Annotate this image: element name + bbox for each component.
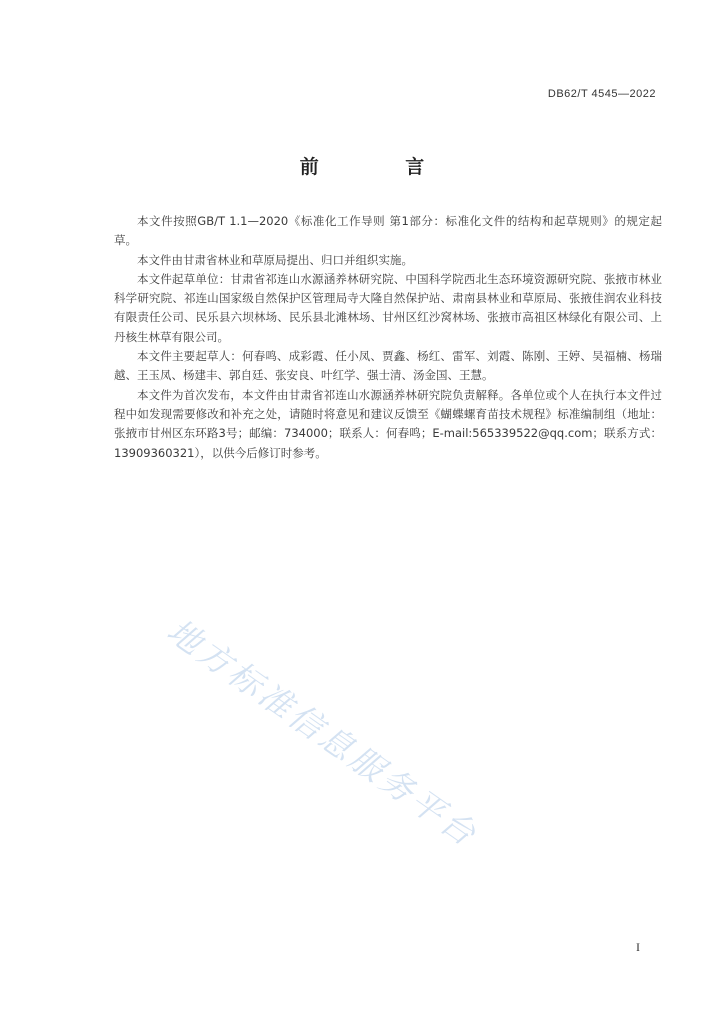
paragraph-release-note: 本文件为首次发布，本文件由甘肃省祁连山水源涵养林研究院负责解释。各单位或个人在执行本文件过程中如发现需要修改和补充之处，请随时将意见和建议反馈至《蝴蝶螺育苗技术规程》标准编制组（地址：张掖市甘州区东环路3号；邮编：734000；联系人：何春鸣；E-mail:565339522@qq.com；联系方式：13909360321），以供今后修订时参考。 (114, 387, 662, 460)
paragraph-drafting-units: 本文件起草单位：甘肃省祁连山水源涵养林研究院、中国科学院西北生态环境资源研究院、张掖市林业科学研究院、祁连山国家级自然保护区管理局寺大隆自然保护站、肃南县林业和草原局、张掖佳润农业科技有限责任公司、民乐县六坝林场、民乐县北滩林场、甘州区红沙窝林场、张掖市高祖区林绿化有限公司、上丹核生林草有限公司。 (114, 271, 662, 344)
watermark: 地方标准信息服务平台 (160, 610, 486, 856)
preface-body (114, 212, 662, 463)
paragraph-drafters: 本文件主要起草人：何春鸣、成彩霞、任小凤、贾鑫、杨红、雷军、刘霞、陈刚、王婷、吴福楠、杨瑞越、王玉凤、杨建丰、郭自廷、张安良、叶红学、强士清、汤金国、王慧。 (114, 349, 662, 383)
page-title: 前 言 (299, 156, 465, 178)
page-number: I (636, 940, 640, 954)
paragraph-drafting-rules: 本文件按照GB/T 1.1—2020《标准化工作导则 第1部分：标准化文件的结构和起草规则》的规定起草。 (114, 214, 662, 248)
paragraph-proposer: 本文件由甘肃省林业和草原局提出、归口并组织实施。 (137, 252, 413, 267)
document-code: DB62/T 4545—2022 (547, 88, 656, 100)
